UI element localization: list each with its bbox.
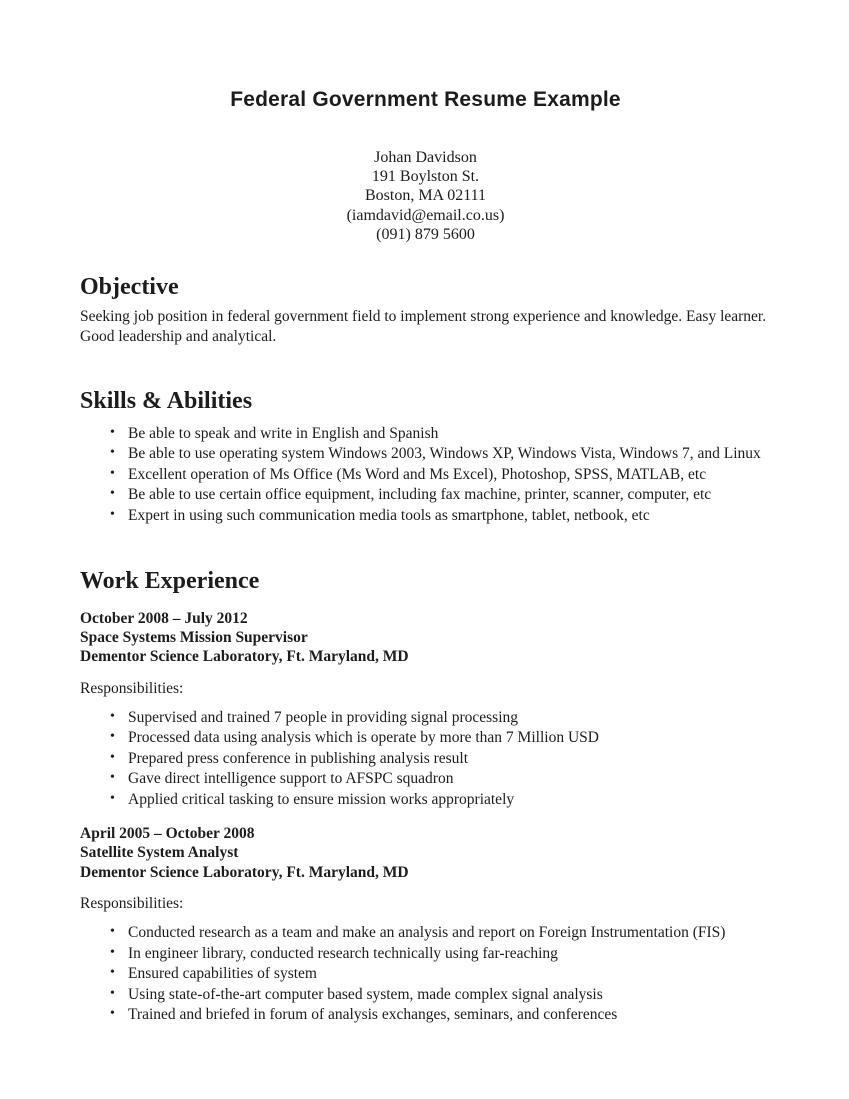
contact-name: Johan Davidson bbox=[374, 149, 477, 166]
job-bullet-item: • Trained and briefed in forum of analysis exchanges, seminars, and conferences bbox=[110, 1005, 771, 1025]
skills-list-item: • Be able to use certain office equipment, including fax machine, printer, scanner, computer, etc bbox=[110, 485, 771, 505]
skills-list bbox=[80, 424, 771, 526]
contact-address-line-2: Boston, MA 02111 bbox=[364, 187, 487, 205]
job-bullet-item: • Supervised and trained 7 people in providing signal processing bbox=[110, 708, 771, 728]
section-heading-skills: Skills & Abilities bbox=[80, 387, 253, 414]
responsibilities-label: Responsibilities: bbox=[80, 679, 184, 697]
job-bullet-list bbox=[80, 923, 771, 1025]
job-bullet-item: • Conducted research as a team and make an analysis and report on Foreign Instrumentation (FIS) bbox=[110, 923, 771, 943]
contact-email: (iamdavid@email.co.us) bbox=[346, 206, 505, 224]
job-company: Dementor Science Laboratory, Ft. Maryland, MD bbox=[80, 863, 409, 881]
job-header bbox=[80, 609, 771, 667]
job-bullet-item: • Prepared press conference in publishing analysis result bbox=[110, 749, 771, 769]
contact-block bbox=[80, 148, 771, 244]
contact-address-line-1: 191 Boylston St. bbox=[371, 168, 480, 186]
skills-list-item: • Be able to use operating system Windows 2003, Windows XP, Windows Vista, Windows 7, and Linux bbox=[110, 444, 771, 464]
job-bullet-list bbox=[80, 708, 771, 810]
job-bullet-item: • In engineer library, conducted research technically using far-reaching bbox=[110, 944, 771, 964]
job-bullet-item: • Ensured capabilities of system bbox=[110, 964, 771, 984]
responsibilities-label: Responsibilities: bbox=[80, 895, 184, 913]
job-bullet-item: • Applied critical tasking to ensure mission works appropriately bbox=[110, 790, 771, 810]
section-heading-work-experience: Work Experience bbox=[80, 568, 260, 595]
objective-text: Seeking job position in federal government field to implement strong experience and knowledge. Easy learner. Good leadership and analytical. bbox=[80, 308, 767, 346]
job-bullet-item: • Processed data using analysis which is operate by more than 7 Million USD bbox=[110, 728, 771, 748]
job-dates: April 2005 – October 2008 bbox=[80, 825, 255, 843]
skills-list-item: • Excellent operation of Ms Office (Ms Word and Ms Excel), Photoshop, SPSS, MATLAB, etc bbox=[110, 465, 771, 485]
job-dates: October 2008 – July 2012 bbox=[80, 609, 248, 627]
job-title: Space Systems Mission Supervisor bbox=[80, 629, 308, 647]
skills-list-item: • Be able to speak and write in English and Spanish bbox=[110, 424, 771, 444]
job-company: Dementor Science Laboratory, Ft. Maryland, MD bbox=[80, 648, 409, 666]
job-bullet-item: • Gave direct intelligence support to AFSPC squadron bbox=[110, 769, 771, 789]
job-title: Satellite System Analyst bbox=[80, 844, 239, 862]
document-title: Federal Government Resume Example bbox=[230, 88, 621, 111]
skills-list-item: • Expert in using such communication media tools as smartphone, tablet, netbook, etc bbox=[110, 506, 771, 526]
job-bullet-item: • Using state-of-the-art computer based system, made complex signal analysis bbox=[110, 985, 771, 1005]
contact-phone: (091) 879 5600 bbox=[376, 225, 475, 243]
section-heading-objective: Objective bbox=[80, 273, 179, 300]
job-header bbox=[80, 824, 771, 882]
